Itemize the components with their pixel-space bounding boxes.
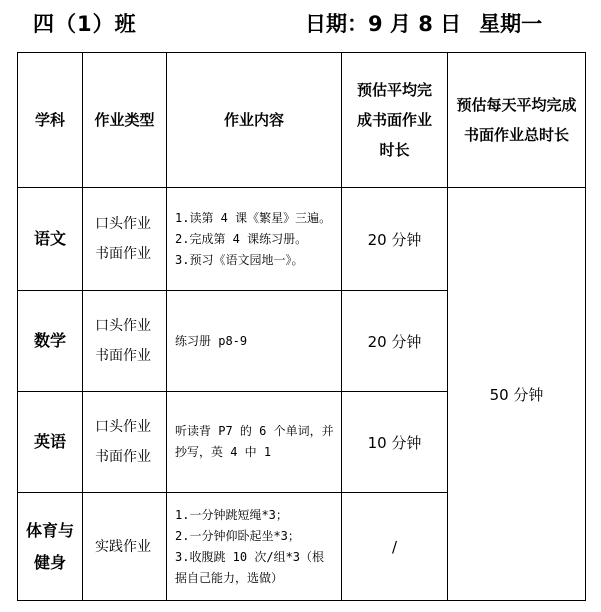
content-line: 听读背 P7 的 6 个单词，并 (175, 424, 334, 438)
header-content: 作业内容 (167, 53, 342, 188)
type-text: 实践作业 (95, 538, 151, 555)
subject-cell (18, 291, 83, 392)
time-cell: 20 分钟 (342, 188, 448, 291)
date-text: 日期：9 月 8 日 (305, 12, 462, 36)
table-header-row (18, 53, 586, 188)
content-line: 3.预习《语文园地一》。 (175, 252, 304, 267)
time-cell: 10 分钟 (342, 392, 448, 493)
time-cell: / (342, 493, 448, 601)
subject-cell (18, 392, 83, 493)
header-time-line: 预估平均完 (356, 81, 432, 99)
content-line: 3.收腹跳 10 次/组*3（根 (175, 549, 325, 564)
subject-cell (18, 188, 83, 291)
subject-text: 英语 (33, 432, 66, 451)
header-subject: 学科 (18, 53, 83, 188)
type-text: 口头作业 (95, 419, 151, 435)
date-line (305, 8, 542, 38)
page-header (0, 6, 601, 42)
content-cell (167, 493, 342, 601)
homework-table (17, 52, 586, 601)
type-cell (83, 392, 167, 493)
type-text: 书面作业 (95, 449, 151, 465)
content-line: 2.完成第 4 课练习册。 (175, 231, 308, 246)
header-type: 作业类型 (83, 53, 167, 188)
content-line: 抄写，英 4 中 1 (175, 445, 272, 459)
content-cell (167, 188, 342, 291)
content-line: 2.一分钟仰卧起坐*3； (175, 528, 300, 543)
class-title: 四（1）班 (33, 12, 137, 36)
header-total-line: 预估每天平均完成 (456, 96, 577, 114)
content-line: 据自己能力，选做） (175, 570, 284, 585)
subject-text: 数学 (33, 331, 66, 350)
type-text: 口头作业 (95, 216, 151, 232)
type-text: 书面作业 (95, 348, 151, 364)
content-line: 练习册 p8-9 (175, 333, 248, 348)
header-time-line: 时长 (379, 141, 410, 159)
subject-text: 语文 (33, 229, 66, 248)
header-time-line: 成书面作业 (356, 111, 432, 129)
type-cell (83, 493, 167, 601)
type-text: 书面作业 (95, 246, 151, 262)
subject-text: 体育与 (25, 520, 74, 540)
subject-cell (18, 493, 83, 601)
type-cell (83, 188, 167, 291)
time-cell: 20 分钟 (342, 291, 448, 392)
content-cell (167, 291, 342, 392)
header-time (342, 53, 448, 188)
header-total-line: 书面作业总时长 (463, 126, 569, 144)
content-line: 1.一分钟跳短绳*3； (175, 507, 288, 522)
type-cell (83, 291, 167, 392)
total-time-cell: 50 分钟 (448, 188, 586, 601)
content-cell (167, 392, 342, 493)
header-total (448, 53, 586, 188)
content-line: 1.读第 4 课《繁星》三遍。 (175, 210, 332, 225)
subject-text: 健身 (33, 552, 66, 572)
type-text: 口头作业 (95, 318, 151, 334)
table-row (18, 188, 586, 291)
weekday-text: 星期一 (479, 12, 543, 36)
